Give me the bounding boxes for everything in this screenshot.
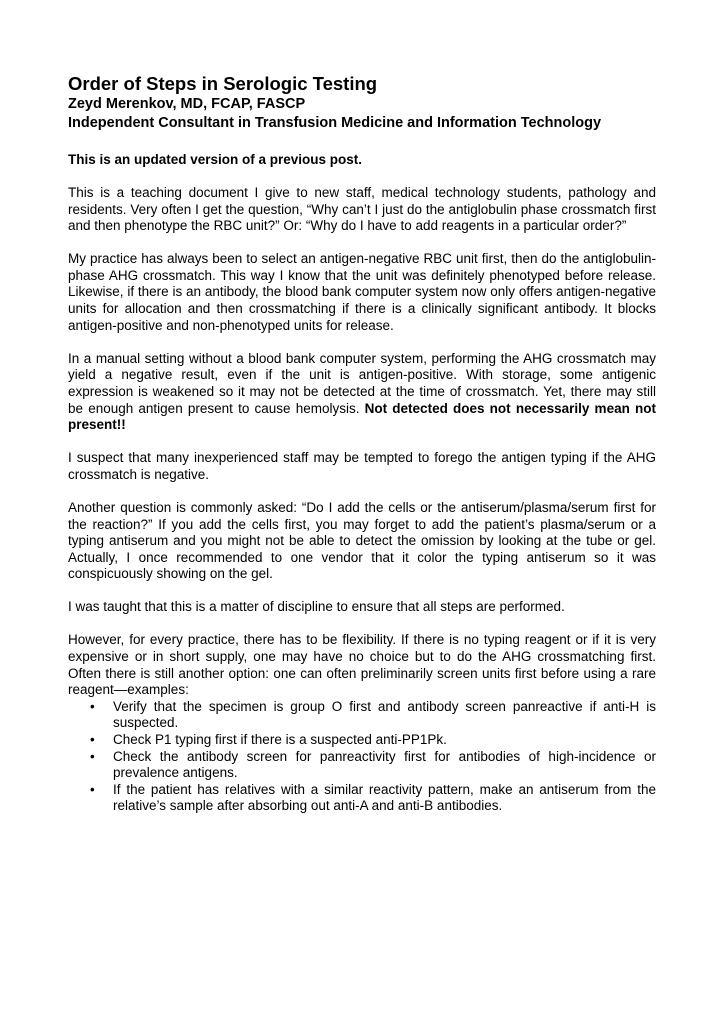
paragraph-practice: My practice has always been to select an antigen-negative RBC unit first, then do the antiglobulin-phase AHG crossmatch. This way I know that the unit was definitely phenotyped before release. Likewise, if there is an antibody, the blood bank computer system now only offers antigen-negative units for allocation and then crossmatching if there is a clinically significant antibody. It blocks antigen-positive and non-phenotyped units for release. xyxy=(68,251,656,333)
author-line: Zeyd Merenkov, MD, FCAP, FASCP xyxy=(68,96,306,112)
list-item xyxy=(68,699,656,732)
paragraph-suspect: I suspect that many inexperienced staff may be tempted to forego the antigen typing if the AHG crossmatch is negative. xyxy=(68,450,656,482)
paragraph-discipline: I was taught that this is a matter of discipline to ensure that all steps are performed. xyxy=(68,599,565,615)
update-note: This is an updated version of a previous post. xyxy=(68,152,363,167)
paragraph-order-question: Another question is commonly asked: “Do I add the cells or the antiserum/plasma/serum first for the reaction?” If you add the cells first, you may forget to add the patient’s plasma/serum or a typing antiserum and you might not be able to detect the omission by looking at the tube or gel. Actually, I once recommended to one vendor that it color the typing antiserum so it was conspicuously showing on the gel. xyxy=(68,499,656,582)
list-item xyxy=(68,732,656,749)
bullet-icon: • xyxy=(90,732,95,748)
document-title: Order of Steps in Serologic Testing xyxy=(68,73,378,94)
bullet-icon: • xyxy=(90,748,95,764)
affiliation-line: Independent Consultant in Transfusion Medicine and Information Technology xyxy=(68,115,602,131)
bullet-icon: • xyxy=(90,781,95,797)
list-item-text: If the patient has relatives with a similar reactivity pattern, make an antiserum from the relative’s sample after absorbing out anti-A and anti-B antibodies. xyxy=(113,781,656,814)
emphasis-not-detected: Not detected does not necessarily mean not present!! xyxy=(68,400,656,433)
list-item xyxy=(68,782,656,815)
list-item-text: Verify that the specimen is group O first and antibody screen panreactive if anti-H is suspected. xyxy=(113,698,656,731)
paragraph-intro: This is a teaching document I give to new staff, medical technology students, pathology and residents. Very often I get the question, “Why can’t I just do the antiglobulin phase crossmatch first and then phenotype the RBC unit?” Or: “Why do I have to add reagents in a particular order?” xyxy=(68,185,656,234)
paragraph-manual-setting-text: In a manual setting without a blood bank computer system, performing the AHG crossmatch may yield a negative result, even if the unit is antigen-positive. With storage, some antigenic expression is weakened so it may not be detected at the time of crossmatch. Yet, there may still be enough antigen present to cause hemolysis. xyxy=(68,350,656,416)
bullet-icon: • xyxy=(90,698,95,714)
list-item xyxy=(68,749,656,782)
examples-list xyxy=(68,699,656,815)
paragraph-manual-setting xyxy=(68,351,656,434)
list-item-text: Check P1 typing first if there is a suspected anti-PP1Pk. xyxy=(113,732,447,748)
list-item-text: Check the antibody screen for panreactivity first for antibodies of high-incidence or prevalence antigens. xyxy=(113,748,656,781)
paragraph-flexibility: However, for every practice, there has to be flexibility. If there is no typing reagent or if it is very expensive or in short supply, one may have no choice but to do the AHG crossmatching first. Often there is still another option: one can often preliminarily screen units first before using a rare reagent—examples: xyxy=(68,632,656,698)
document-page xyxy=(68,73,656,815)
